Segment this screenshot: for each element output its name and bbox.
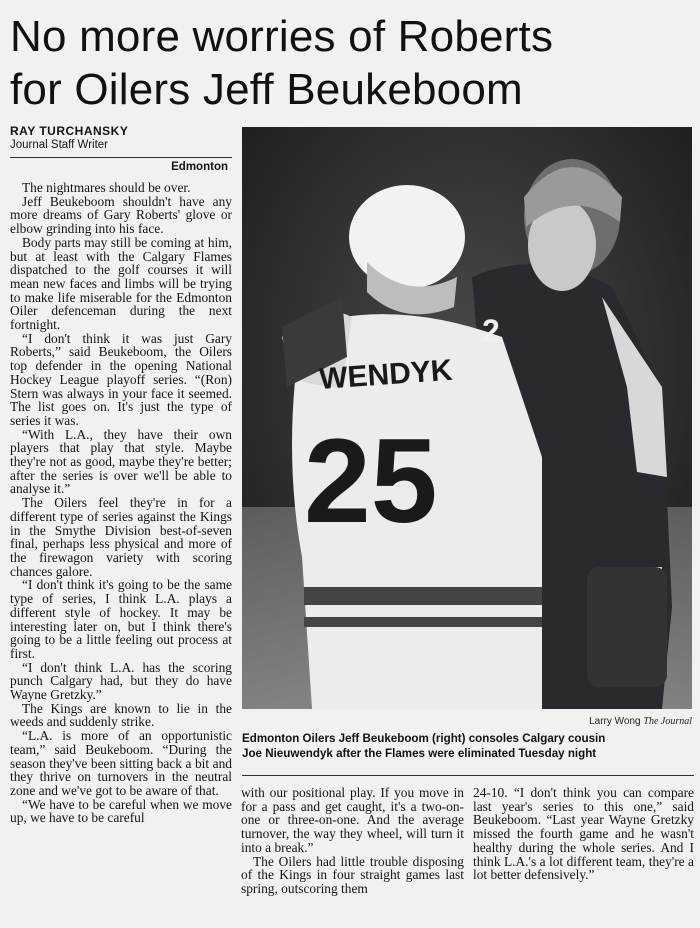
paragraph: “I don't think L.A. has the scoring punch Calgary had, but they do have Wayne Gretzky.” [10, 659, 232, 703]
headline-line-1: No more worries of Roberts [10, 12, 554, 61]
headline-line-2: for Oilers Jeff Beukeboom [10, 65, 523, 114]
caption-line-1: Edmonton Oilers Jeff Beukeboom (right) consoles Calgary cousin [242, 732, 606, 745]
photo-caption [242, 731, 694, 761]
left-player-helmet [349, 185, 465, 289]
headline [10, 10, 694, 116]
right-player-glove [587, 567, 667, 687]
credit-name: Larry Wong [589, 716, 641, 727]
photo-credit [242, 716, 692, 727]
left-player-stripe-2 [304, 617, 542, 627]
paragraph: “I don't think it's going to be the same type of series, I think L.A. plays a different style of hockey. It may be interesting later on, but I think there's going to be a little feeling out process at first. [10, 577, 232, 661]
staff-line: Journal Staff Writer [10, 139, 109, 151]
paragraph: Jeff Beukeboom shouldn't have any more dreams of Gary Roberts' glove or elbow grinding into his face. [10, 193, 232, 237]
credit-paper: The Journal [643, 716, 692, 727]
article-column-2 [241, 786, 464, 916]
left-player-stripe-1 [304, 587, 542, 605]
paragraph: “With L.A., they have their own players that play that style. Maybe they're not as good, maybe they're better; after the series is over we'll be able to analyse it.” [10, 426, 232, 497]
paragraph: The Oilers had little trouble disposing of the Kings in four straight games last spring, outscoring them [241, 853, 464, 896]
byline: RAY TURCHANSKY [10, 124, 129, 138]
paragraph: The Kings are known to lie in the weeds and suddenly strike. [10, 700, 232, 730]
jersey-number: 25 [304, 414, 438, 548]
paragraph: The nightmares should be over. [22, 181, 191, 195]
article-column-3 [473, 786, 694, 916]
caption-rule [242, 775, 694, 776]
paragraph: with our positional play. If you move in for a pass and get caught, it's a two-on-one or three-on-one. And the average turnover, the way they wheel, will turn it into a break.” [241, 786, 464, 855]
jersey-number-back: 2 [482, 313, 500, 349]
article-column-1 [10, 181, 232, 913]
jersey-name: WENDYK [318, 353, 454, 396]
paragraph: 24-10. “I don't think you can compare last year's series to this one,” said Beukeboom. “Last year Wayne Gretzky missed the fourth game and he wasn't healthy during the whole series. And I think L.A.'s a lot different team, they're a lot better defensively.” [473, 786, 694, 883]
paragraph: “We have to be careful when we move up, we have to be careful [10, 796, 232, 826]
paragraph: The Oilers feel they're in for a different type of series against the Kings in the Smythe Division best-of-seven final, perhaps less physical and more of the firewagon variety with scoring chances galore. [10, 495, 232, 579]
hockey-photo [242, 127, 692, 709]
paragraph: Body parts may still be coming at him, but at least with the Calgary Flames dispatched to the golf courses it will mean new faces and limbs will be trying to make life miserable for the Edmonton Oiler defenceman during the next fortnight. [10, 234, 232, 333]
paragraph: “L.A. is more of an opportunistic team,” said Beukeboom. “During the season they've been sitting back a bit and they thrive on turnovers in the neutral zone and we've got to be aware of that. [10, 728, 232, 798]
dateline-rule [10, 157, 232, 158]
paragraph: “I don't think it was just Gary Roberts,” said Beukeboom, the Oilers top defender in the opening National Hockey League playoff series. “(Ron) Stern was always in your face it seemed. The list goes on. It's just the type of series it was. [10, 330, 232, 428]
caption-line-2: Joe Nieuwendyk after the Flames were eliminated Tuesday night [242, 747, 597, 760]
dateline: Edmonton [171, 161, 228, 173]
